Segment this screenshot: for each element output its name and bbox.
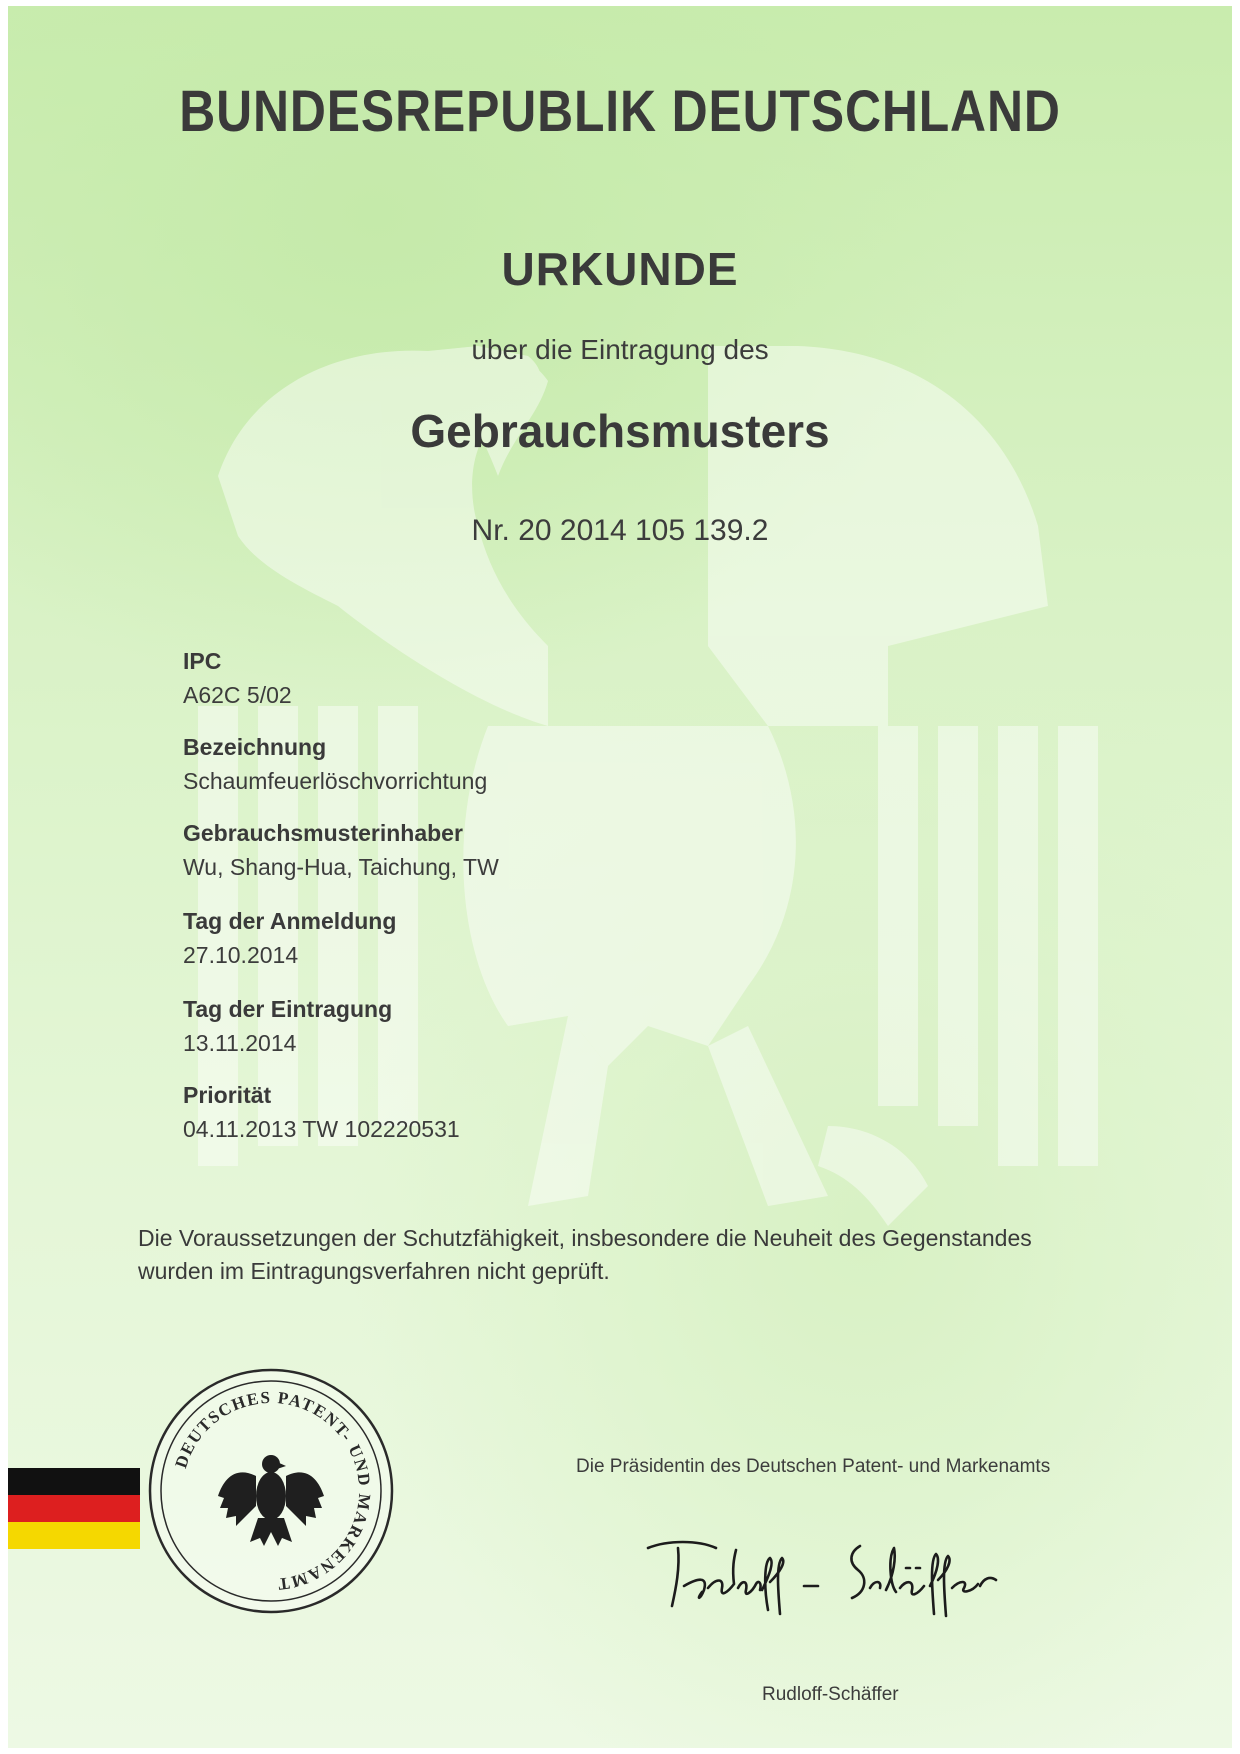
document-title: URKUNDE: [501, 243, 739, 295]
flag-stripe-red: [8, 1495, 140, 1522]
examination-note: [138, 1222, 1138, 1288]
registration-number: Nr. 20 2014 105 139.2: [471, 514, 769, 547]
examination-note-line-2: wurden im Eintragungsverfahren nicht geprüft.: [138, 1258, 610, 1284]
field-label-eintragung: Tag der Eintragung: [183, 996, 393, 1022]
field-label-bezeichnung: Bezeichnung: [183, 734, 327, 760]
signer-name: Rudloff-Schäffer: [762, 1684, 899, 1705]
president-title: Die Präsidentin des Deutschen Patent- und Markenamts: [576, 1456, 1051, 1477]
field-value-prioritaet: 04.11.2013 TW 102220531: [183, 1116, 460, 1142]
document-subtitle: über die Eintragung des: [471, 334, 769, 365]
seal-text: DEUTSCHES PATENT- UND MARKENAMT: [171, 1387, 375, 1594]
field-value-inhaber: Wu, Shang-Hua, Taichung, TW: [183, 854, 499, 880]
flag-stripe-gold: [8, 1522, 140, 1549]
document-type: Gebrauchsmusters: [410, 405, 830, 457]
field-value-ipc: A62C 5/02: [183, 682, 292, 708]
field-label-ipc: IPC: [183, 648, 222, 674]
field-label-anmeldung: Tag der Anmeldung: [183, 908, 397, 934]
examination-note-line-1: Die Voraussetzungen der Schutzfähigkeit, insbesondere die Neuheit des Gegenstandes: [138, 1225, 1032, 1251]
field-value-bezeichnung: Schaumfeuerlöschvorrichtung: [183, 768, 488, 794]
field-value-anmeldung: 27.10.2014: [183, 942, 299, 968]
field-value-eintragung: 13.11.2014: [183, 1030, 297, 1056]
flag-stripe-black: [8, 1468, 140, 1495]
field-label-inhaber: Gebrauchsmusterinhaber: [183, 820, 463, 846]
signature-image: [638, 1518, 1038, 1618]
field-label-prioritaet: Priorität: [183, 1082, 272, 1108]
certificate-sheet: [8, 6, 1232, 1748]
country-heading: BUNDESREPUBLIK DEUTSCHLAND: [179, 79, 1061, 144]
official-seal: [146, 1366, 396, 1616]
